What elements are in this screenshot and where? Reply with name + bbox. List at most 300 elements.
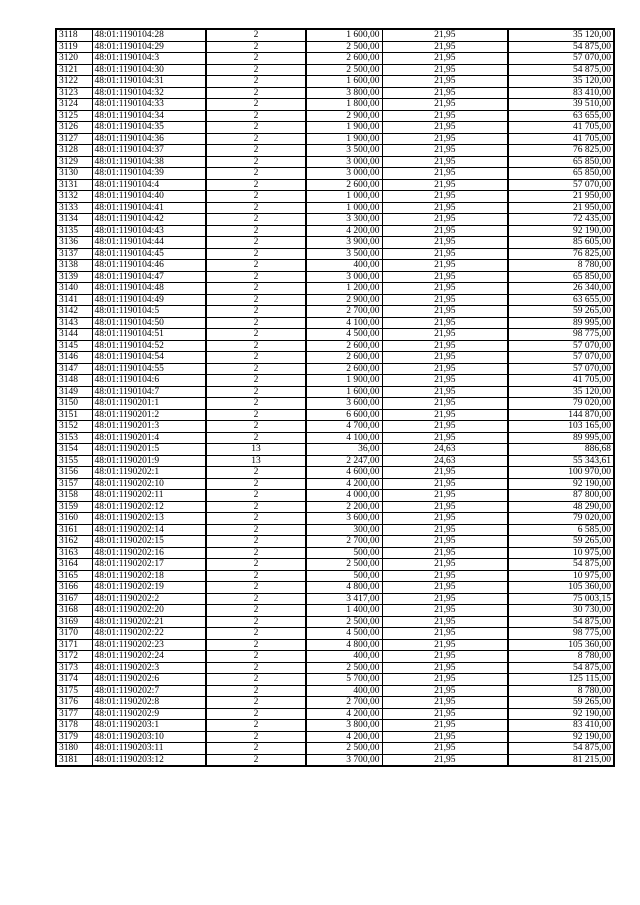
cadastral-value-cell: 8 780,00 <box>508 685 614 697</box>
rate-value-cell: 21,95 <box>382 421 508 433</box>
row-number-cell: 3151 <box>56 409 92 421</box>
cadastral-value-cell: 79 020,00 <box>508 513 614 525</box>
row-number-cell: 3148 <box>56 375 92 387</box>
cadastral-number-cell: 48:01:1190104:28 <box>92 29 206 41</box>
rate-value-cell: 21,95 <box>382 41 508 53</box>
cadastral-number-cell: 48:01:1190201:1 <box>92 398 206 410</box>
cadastral-value-cell: 8 780,00 <box>508 651 614 663</box>
cadastral-number-cell: 48:01:1190203:1 <box>92 720 206 732</box>
area-value-cell: 2 500,00 <box>306 743 382 755</box>
area-value-cell: 2 700,00 <box>306 697 382 709</box>
row-number-cell: 3171 <box>56 639 92 651</box>
rate-value-cell: 21,95 <box>382 340 508 352</box>
table-row <box>56 122 614 134</box>
area-value-cell: 4 000,00 <box>306 490 382 502</box>
cadastral-number-cell: 48:01:1190202:19 <box>92 582 206 594</box>
rate-value-cell: 21,95 <box>382 87 508 99</box>
table-row <box>56 536 614 548</box>
rate-value-cell: 21,95 <box>382 651 508 663</box>
cadastral-value-cell: 89 995,00 <box>508 432 614 444</box>
row-number-cell: 3149 <box>56 386 92 398</box>
table-row <box>56 202 614 214</box>
rate-value-cell: 21,95 <box>382 214 508 226</box>
cadastral-number-cell: 48:01:1190202:10 <box>92 478 206 490</box>
row-number-cell: 3168 <box>56 605 92 617</box>
row-number-cell: 3145 <box>56 340 92 352</box>
rate-value-cell: 21,95 <box>382 513 508 525</box>
category-code-cell: 2 <box>206 513 306 525</box>
area-value-cell: 400,00 <box>306 260 382 272</box>
cadastral-number-cell: 48:01:1190104:40 <box>92 191 206 203</box>
cadastral-number-cell: 48:01:1190104:7 <box>92 386 206 398</box>
rate-value-cell: 21,95 <box>382 237 508 249</box>
table-row <box>56 444 614 456</box>
rate-value-cell: 21,95 <box>382 432 508 444</box>
area-value-cell: 3 900,00 <box>306 237 382 249</box>
table-row <box>56 754 614 766</box>
row-number-cell: 3173 <box>56 662 92 674</box>
rate-value-cell: 21,95 <box>382 64 508 76</box>
cadastral-value-cell: 59 265,00 <box>508 306 614 318</box>
area-value-cell: 1 600,00 <box>306 76 382 88</box>
cadastral-value-cell: 105 360,00 <box>508 639 614 651</box>
area-value-cell: 4 200,00 <box>306 731 382 743</box>
area-value-cell: 5 700,00 <box>306 674 382 686</box>
table-row <box>56 685 614 697</box>
table-row <box>56 214 614 226</box>
row-number-cell: 3156 <box>56 467 92 479</box>
row-number-cell: 3167 <box>56 593 92 605</box>
cadastral-value-cell: 100 970,00 <box>508 467 614 479</box>
cadastral-value-cell: 59 265,00 <box>508 536 614 548</box>
area-value-cell: 3 300,00 <box>306 214 382 226</box>
category-code-cell: 2 <box>206 628 306 640</box>
row-number-cell: 3161 <box>56 524 92 536</box>
area-value-cell: 3 600,00 <box>306 513 382 525</box>
rate-value-cell: 21,95 <box>382 536 508 548</box>
row-number-cell: 3174 <box>56 674 92 686</box>
cadastral-number-cell: 48:01:1190104:39 <box>92 168 206 180</box>
row-number-cell: 3130 <box>56 168 92 180</box>
cadastral-value-cell: 8 780,00 <box>508 260 614 272</box>
cadastral-number-cell: 48:01:1190202:3 <box>92 662 206 674</box>
rate-value-cell: 24,63 <box>382 455 508 467</box>
table-row <box>56 260 614 272</box>
row-number-cell: 3120 <box>56 53 92 65</box>
cadastral-number-cell: 48:01:1190202:16 <box>92 547 206 559</box>
area-value-cell: 3 000,00 <box>306 271 382 283</box>
category-code-cell: 2 <box>206 317 306 329</box>
row-number-cell: 3153 <box>56 432 92 444</box>
cadastral-number-cell: 48:01:1190104:44 <box>92 237 206 249</box>
rate-value-cell: 21,95 <box>382 490 508 502</box>
cadastral-number-cell: 48:01:1190201:4 <box>92 432 206 444</box>
category-code-cell: 2 <box>206 651 306 663</box>
rate-value-cell: 21,95 <box>382 145 508 157</box>
cadastral-value-cell: 65 850,00 <box>508 271 614 283</box>
table-body <box>56 29 614 766</box>
cadastral-number-cell: 48:01:1190202:6 <box>92 674 206 686</box>
category-code-cell: 2 <box>206 501 306 513</box>
cadastral-number-cell: 48:01:1190202:21 <box>92 616 206 628</box>
row-number-cell: 3129 <box>56 156 92 168</box>
category-code-cell: 2 <box>206 122 306 134</box>
row-number-cell: 3150 <box>56 398 92 410</box>
cadastral-value-cell: 85 605,00 <box>508 237 614 249</box>
table-row <box>56 674 614 686</box>
table-row <box>56 168 614 180</box>
rate-value-cell: 21,95 <box>382 605 508 617</box>
area-value-cell: 3 500,00 <box>306 248 382 260</box>
table-row <box>56 145 614 157</box>
table-row <box>56 743 614 755</box>
table-row <box>56 582 614 594</box>
cadastral-value-cell: 57 070,00 <box>508 340 614 352</box>
cadastral-value-cell: 57 070,00 <box>508 363 614 375</box>
cadastral-number-cell: 48:01:1190202:20 <box>92 605 206 617</box>
cadastral-value-cell: 76 825,00 <box>508 145 614 157</box>
category-code-cell: 2 <box>206 363 306 375</box>
row-number-cell: 3135 <box>56 225 92 237</box>
cadastral-number-cell: 48:01:1190104:54 <box>92 352 206 364</box>
row-number-cell: 3169 <box>56 616 92 628</box>
area-value-cell: 300,00 <box>306 524 382 536</box>
cadastral-number-cell: 48:01:1190202:7 <box>92 685 206 697</box>
area-value-cell: 3 000,00 <box>306 156 382 168</box>
row-number-cell: 3172 <box>56 651 92 663</box>
area-value-cell: 1 900,00 <box>306 122 382 134</box>
cadastral-value-cell: 57 070,00 <box>508 179 614 191</box>
rate-value-cell: 21,95 <box>382 524 508 536</box>
category-code-cell: 2 <box>206 685 306 697</box>
table-row <box>56 156 614 168</box>
area-value-cell: 1 800,00 <box>306 99 382 111</box>
cadastral-number-cell: 48:01:1190202:13 <box>92 513 206 525</box>
area-value-cell: 4 500,00 <box>306 628 382 640</box>
row-number-cell: 3176 <box>56 697 92 709</box>
cadastral-number-cell: 48:01:1190104:33 <box>92 99 206 111</box>
rate-value-cell: 21,95 <box>382 363 508 375</box>
cadastral-value-cell: 83 410,00 <box>508 720 614 732</box>
rate-value-cell: 21,95 <box>382 283 508 295</box>
cadastral-number-cell: 48:01:1190203:10 <box>92 731 206 743</box>
rate-value-cell: 21,95 <box>382 720 508 732</box>
cadastral-value-cell: 54 875,00 <box>508 743 614 755</box>
table-row <box>56 570 614 582</box>
category-code-cell: 2 <box>206 375 306 387</box>
cadastral-number-cell: 48:01:1190104:55 <box>92 363 206 375</box>
table-row <box>56 53 614 65</box>
table-row <box>56 409 614 421</box>
row-number-cell: 3175 <box>56 685 92 697</box>
row-number-cell: 3160 <box>56 513 92 525</box>
cadastral-number-cell: 48:01:1190202:11 <box>92 490 206 502</box>
category-code-cell: 2 <box>206 271 306 283</box>
table-row <box>56 329 614 341</box>
row-number-cell: 3141 <box>56 294 92 306</box>
cadastral-number-cell: 48:01:1190203:11 <box>92 743 206 755</box>
area-value-cell: 400,00 <box>306 651 382 663</box>
category-code-cell: 2 <box>206 168 306 180</box>
area-value-cell: 4 100,00 <box>306 317 382 329</box>
table-row <box>56 605 614 617</box>
category-code-cell: 2 <box>206 191 306 203</box>
category-code-cell: 2 <box>206 260 306 272</box>
cadastral-value-cell: 63 655,00 <box>508 110 614 122</box>
table-row <box>56 628 614 640</box>
row-number-cell: 3139 <box>56 271 92 283</box>
area-value-cell: 3 000,00 <box>306 168 382 180</box>
cadastral-value-cell: 92 190,00 <box>508 225 614 237</box>
area-value-cell: 2 900,00 <box>306 110 382 122</box>
cadastral-number-cell: 48:01:1190104:48 <box>92 283 206 295</box>
cadastral-number-cell: 48:01:1190202:17 <box>92 559 206 571</box>
table-row <box>56 524 614 536</box>
category-code-cell: 2 <box>206 432 306 444</box>
table-row <box>56 593 614 605</box>
category-code-cell: 2 <box>206 582 306 594</box>
area-value-cell: 1 600,00 <box>306 386 382 398</box>
table-row <box>56 467 614 479</box>
area-value-cell: 4 100,00 <box>306 432 382 444</box>
cadastral-number-cell: 48:01:1190202:8 <box>92 697 206 709</box>
cadastral-number-cell: 48:01:1190201:2 <box>92 409 206 421</box>
category-code-cell: 2 <box>206 352 306 364</box>
cadastral-value-cell: 41 705,00 <box>508 133 614 145</box>
cadastral-number-cell: 48:01:1190203:12 <box>92 754 206 766</box>
cadastral-value-cell: 92 190,00 <box>508 708 614 720</box>
cadastral-number-cell: 48:01:1190202:1 <box>92 467 206 479</box>
area-value-cell: 2 500,00 <box>306 41 382 53</box>
area-value-cell: 4 200,00 <box>306 708 382 720</box>
rate-value-cell: 21,95 <box>382 99 508 111</box>
category-code-cell: 2 <box>206 467 306 479</box>
rate-value-cell: 21,95 <box>382 294 508 306</box>
area-value-cell: 2 500,00 <box>306 616 382 628</box>
row-number-cell: 3162 <box>56 536 92 548</box>
row-number-cell: 3124 <box>56 99 92 111</box>
cadastral-value-cell: 103 165,00 <box>508 421 614 433</box>
table-row <box>56 375 614 387</box>
area-value-cell: 4 200,00 <box>306 225 382 237</box>
area-value-cell: 2 500,00 <box>306 662 382 674</box>
row-number-cell: 3147 <box>56 363 92 375</box>
cadastral-value-cell: 54 875,00 <box>508 41 614 53</box>
cadastral-number-cell: 48:01:1190104:36 <box>92 133 206 145</box>
area-value-cell: 3 800,00 <box>306 87 382 99</box>
table-row <box>56 179 614 191</box>
table-row <box>56 731 614 743</box>
area-value-cell: 1 000,00 <box>306 191 382 203</box>
table-row <box>56 547 614 559</box>
cadastral-number-cell: 48:01:1190201:5 <box>92 444 206 456</box>
rate-value-cell: 21,95 <box>382 662 508 674</box>
category-code-cell: 2 <box>206 237 306 249</box>
rate-value-cell: 21,95 <box>382 271 508 283</box>
rate-value-cell: 21,95 <box>382 708 508 720</box>
area-value-cell: 4 500,00 <box>306 329 382 341</box>
row-number-cell: 3131 <box>56 179 92 191</box>
table-row <box>56 559 614 571</box>
category-code-cell: 2 <box>206 202 306 214</box>
cadastral-number-cell: 48:01:1190104:41 <box>92 202 206 214</box>
category-code-cell: 2 <box>206 133 306 145</box>
table-row <box>56 87 614 99</box>
table-row <box>56 455 614 467</box>
row-number-cell: 3136 <box>56 237 92 249</box>
cadastral-value-cell: 35 120,00 <box>508 29 614 41</box>
cadastral-number-cell: 48:01:1190104:34 <box>92 110 206 122</box>
rate-value-cell: 21,95 <box>382 352 508 364</box>
rate-value-cell: 21,95 <box>382 191 508 203</box>
table-row <box>56 29 614 41</box>
rate-value-cell: 21,95 <box>382 122 508 134</box>
area-value-cell: 2 700,00 <box>306 536 382 548</box>
cadastral-number-cell: 48:01:1190202:15 <box>92 536 206 548</box>
area-value-cell: 2 247,00 <box>306 455 382 467</box>
row-number-cell: 3166 <box>56 582 92 594</box>
area-value-cell: 4 800,00 <box>306 639 382 651</box>
rate-value-cell: 21,95 <box>382 409 508 421</box>
cadastral-number-cell: 48:01:1190104:32 <box>92 87 206 99</box>
table-row <box>56 283 614 295</box>
table-row <box>56 398 614 410</box>
cadastral-value-cell: 26 340,00 <box>508 283 614 295</box>
area-value-cell: 4 800,00 <box>306 582 382 594</box>
rate-value-cell: 21,95 <box>382 570 508 582</box>
cadastral-value-cell: 54 875,00 <box>508 662 614 674</box>
area-value-cell: 2 600,00 <box>306 179 382 191</box>
rate-value-cell: 21,95 <box>382 478 508 490</box>
row-number-cell: 3138 <box>56 260 92 272</box>
area-value-cell: 2 500,00 <box>306 64 382 76</box>
area-value-cell: 2 700,00 <box>306 306 382 318</box>
category-code-cell: 2 <box>206 421 306 433</box>
rate-value-cell: 21,95 <box>382 248 508 260</box>
cadastral-number-cell: 48:01:1190104:37 <box>92 145 206 157</box>
row-number-cell: 3165 <box>56 570 92 582</box>
cadastral-value-cell: 54 875,00 <box>508 616 614 628</box>
table-row <box>56 501 614 513</box>
row-number-cell: 3134 <box>56 214 92 226</box>
cadastral-number-cell: 48:01:1190202:2 <box>92 593 206 605</box>
cadastral-value-cell: 83 410,00 <box>508 87 614 99</box>
table-row <box>56 99 614 111</box>
table-row <box>56 133 614 145</box>
category-code-cell: 2 <box>206 41 306 53</box>
area-value-cell: 3 500,00 <box>306 145 382 157</box>
row-number-cell: 3126 <box>56 122 92 134</box>
row-number-cell: 3152 <box>56 421 92 433</box>
cadastral-value-cell: 6 585,00 <box>508 524 614 536</box>
cadastral-number-cell: 48:01:1190202:9 <box>92 708 206 720</box>
cadastral-value-cell: 59 265,00 <box>508 697 614 709</box>
category-code-cell: 2 <box>206 214 306 226</box>
rate-value-cell: 21,95 <box>382 168 508 180</box>
rate-value-cell: 21,95 <box>382 685 508 697</box>
area-value-cell: 1 200,00 <box>306 283 382 295</box>
cadastral-number-cell: 48:01:1190202:23 <box>92 639 206 651</box>
area-value-cell: 4 600,00 <box>306 467 382 479</box>
area-value-cell: 2 600,00 <box>306 352 382 364</box>
cadastral-number-cell: 48:01:1190104:43 <box>92 225 206 237</box>
row-number-cell: 3140 <box>56 283 92 295</box>
cadastral-value-cell: 55 343,61 <box>508 455 614 467</box>
category-code-cell: 2 <box>206 294 306 306</box>
cadastral-number-cell: 48:01:1190202:18 <box>92 570 206 582</box>
cadastral-number-cell: 48:01:1190104:29 <box>92 41 206 53</box>
rate-value-cell: 21,95 <box>382 179 508 191</box>
category-code-cell: 2 <box>206 329 306 341</box>
cadastral-value-cell: 10 975,00 <box>508 547 614 559</box>
category-code-cell: 2 <box>206 720 306 732</box>
cadastral-number-cell: 48:01:1190104:5 <box>92 306 206 318</box>
table-row <box>56 432 614 444</box>
row-number-cell: 3180 <box>56 743 92 755</box>
row-number-cell: 3128 <box>56 145 92 157</box>
category-code-cell: 2 <box>206 570 306 582</box>
area-value-cell: 4 700,00 <box>306 421 382 433</box>
category-code-cell: 2 <box>206 708 306 720</box>
rate-value-cell: 21,95 <box>382 386 508 398</box>
row-number-cell: 3170 <box>56 628 92 640</box>
row-number-cell: 3158 <box>56 490 92 502</box>
cadastral-value-cell: 30 730,00 <box>508 605 614 617</box>
table-row <box>56 41 614 53</box>
table-row <box>56 340 614 352</box>
cadastral-value-cell: 21 950,00 <box>508 202 614 214</box>
rate-value-cell: 21,95 <box>382 317 508 329</box>
row-number-cell: 3142 <box>56 306 92 318</box>
rate-value-cell: 21,95 <box>382 53 508 65</box>
rate-value-cell: 21,95 <box>382 202 508 214</box>
cadastral-number-cell: 48:01:1190104:51 <box>92 329 206 341</box>
category-code-cell: 2 <box>206 87 306 99</box>
cadastral-value-cell: 92 190,00 <box>508 731 614 743</box>
area-value-cell: 1 600,00 <box>306 29 382 41</box>
cadastral-number-cell: 48:01:1190202:14 <box>92 524 206 536</box>
row-number-cell: 3132 <box>56 191 92 203</box>
rate-value-cell: 21,95 <box>382 547 508 559</box>
category-code-cell: 2 <box>206 283 306 295</box>
category-code-cell: 2 <box>206 64 306 76</box>
cadastral-value-cell: 87 800,00 <box>508 490 614 502</box>
rate-value-cell: 21,95 <box>382 156 508 168</box>
cadastral-value-cell: 76 825,00 <box>508 248 614 260</box>
category-code-cell: 2 <box>206 743 306 755</box>
category-code-cell: 2 <box>206 605 306 617</box>
category-code-cell: 2 <box>206 547 306 559</box>
category-code-cell: 2 <box>206 225 306 237</box>
cadastral-value-cell: 35 120,00 <box>508 76 614 88</box>
cadastral-value-cell: 57 070,00 <box>508 352 614 364</box>
cadastral-value-cell: 41 705,00 <box>508 122 614 134</box>
category-code-cell: 2 <box>206 639 306 651</box>
rate-value-cell: 21,95 <box>382 306 508 318</box>
cadastral-number-cell: 48:01:1190104:31 <box>92 76 206 88</box>
area-value-cell: 2 900,00 <box>306 294 382 306</box>
table-row <box>56 639 614 651</box>
category-code-cell: 2 <box>206 697 306 709</box>
cadastral-value-cell: 63 655,00 <box>508 294 614 306</box>
table-row <box>56 248 614 260</box>
cadastral-number-cell: 48:01:1190104:42 <box>92 214 206 226</box>
table-row <box>56 363 614 375</box>
rate-value-cell: 21,95 <box>382 639 508 651</box>
table-row <box>56 720 614 732</box>
cadastral-number-cell: 48:01:1190202:22 <box>92 628 206 640</box>
row-number-cell: 3164 <box>56 559 92 571</box>
